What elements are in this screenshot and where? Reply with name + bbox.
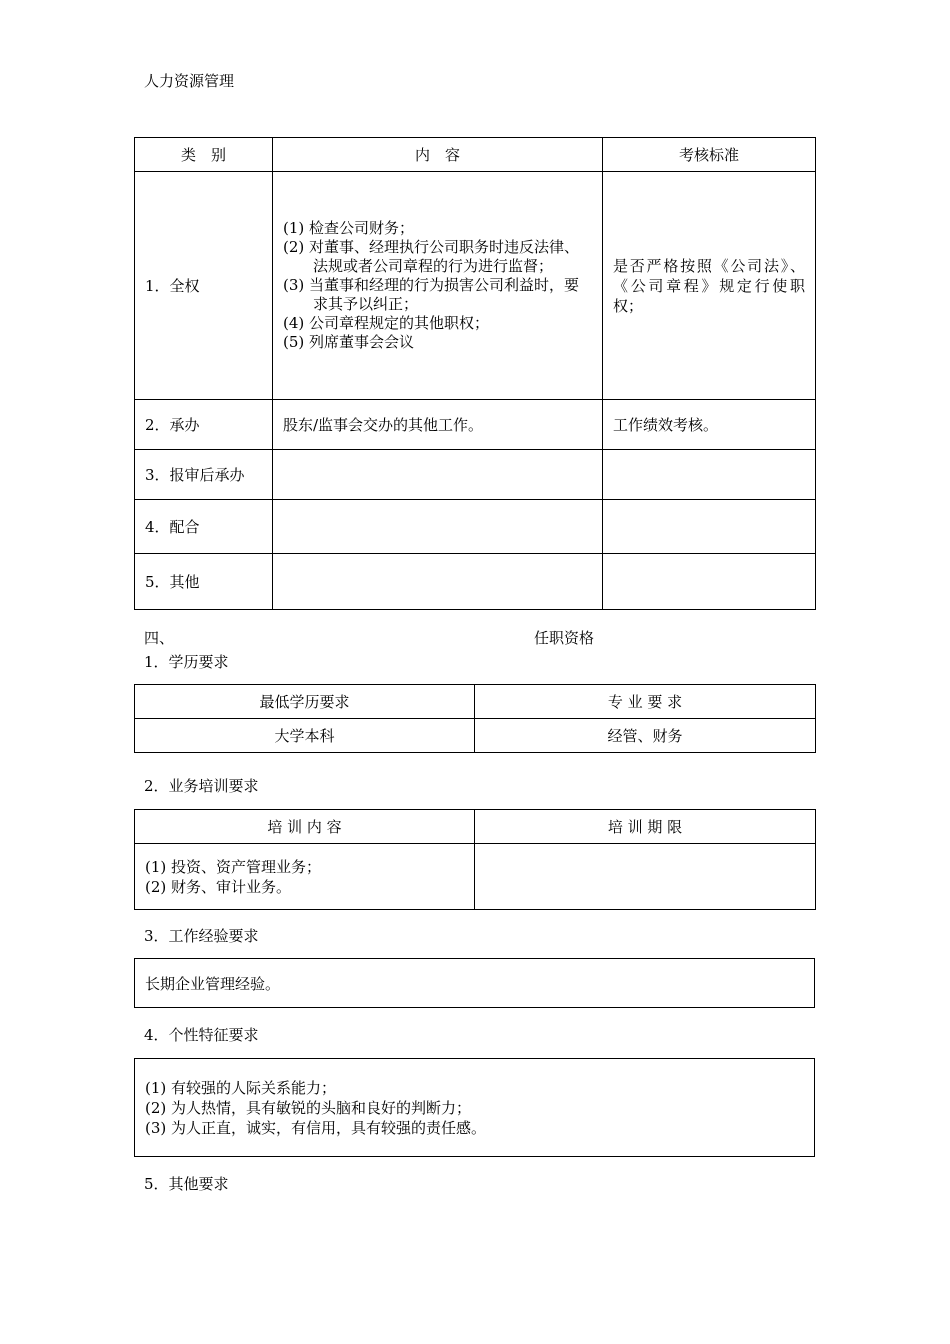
experience-text: 长期企业管理经验。 — [135, 959, 815, 1008]
page-header-title: 人力资源管理 — [144, 72, 235, 90]
category-cell: 3．报审后承办 — [135, 450, 273, 500]
list-item: (5) 列席董事会会议 — [283, 333, 415, 351]
training-table — [134, 809, 816, 910]
training-list — [145, 857, 464, 897]
training-header-content: 培 训 内 容 — [135, 810, 475, 844]
training-content-cell — [135, 844, 475, 910]
experience-table — [134, 958, 815, 1008]
category-cell: 4．配合 — [135, 500, 273, 554]
list-item: (1) 投资、资产管理业务； — [145, 857, 322, 876]
training-heading: 2．业务培训要求 — [144, 777, 259, 795]
standard-cell — [603, 500, 816, 554]
list-item: (1) 检查公司财务； — [283, 219, 415, 237]
training-header-period: 培 训 期 限 — [475, 810, 816, 844]
header-category: 类 别 — [135, 138, 273, 172]
experience-heading: 3．工作经验要求 — [144, 927, 259, 945]
section-title: 任职资格 — [534, 629, 595, 647]
education-table — [134, 684, 816, 753]
list-item: (4) 公司章程规定的其他职权； — [283, 314, 490, 332]
list-item: (2) 财务、审计业务。 — [145, 877, 292, 896]
standard-cell: 是否严格按照《公司法》、《公司章程》规定行使职权； — [603, 172, 816, 400]
standard-cell — [603, 554, 816, 610]
standard-cell: 工作绩效考核。 — [603, 400, 816, 450]
content-cell — [273, 500, 603, 554]
personality-table — [134, 1058, 815, 1157]
personality-cell — [135, 1059, 815, 1157]
education-major-value: 经管、财务 — [475, 719, 816, 753]
category-cell: 1．全权 — [135, 172, 273, 400]
personality-heading: 4．个性特征要求 — [144, 1026, 259, 1044]
training-period-cell — [475, 844, 816, 910]
education-heading: 1．学历要求 — [144, 653, 229, 671]
personality-list — [145, 1078, 804, 1138]
list-item: (3) 当董事和经理的行为损害公司利益时，要求其予以纠正； — [283, 276, 580, 313]
content-cell — [273, 554, 603, 610]
education-header-major: 专 业 要 求 — [475, 685, 816, 719]
content-cell: 股东/监事会交办的其他工作。 — [273, 400, 603, 450]
other-heading: 5．其他要求 — [144, 1175, 229, 1193]
duties-table — [134, 137, 816, 610]
category-cell: 2．承办 — [135, 400, 273, 450]
header-standard: 考核标准 — [603, 138, 816, 172]
education-min-value: 大学本科 — [135, 719, 475, 753]
list-item: (2) 为人热情，具有敏锐的头脑和良好的判断力； — [145, 1098, 472, 1117]
header-content: 内 容 — [273, 138, 603, 172]
content-list — [283, 219, 592, 352]
category-cell: 5．其他 — [135, 554, 273, 610]
content-cell — [273, 450, 603, 500]
content-cell — [273, 172, 603, 400]
list-item: (3) 为人正直，诚实，有信用，具有较强的责任感。 — [145, 1118, 487, 1137]
education-header-min: 最低学历要求 — [135, 685, 475, 719]
standard-cell — [603, 450, 816, 500]
list-item: (1) 有较强的人际关系能力； — [145, 1078, 337, 1097]
section-number: 四、 — [144, 629, 175, 647]
list-item: (2) 对董事、经理执行公司职务时违反法律、法规或者公司章程的行为进行监督； — [283, 238, 580, 275]
